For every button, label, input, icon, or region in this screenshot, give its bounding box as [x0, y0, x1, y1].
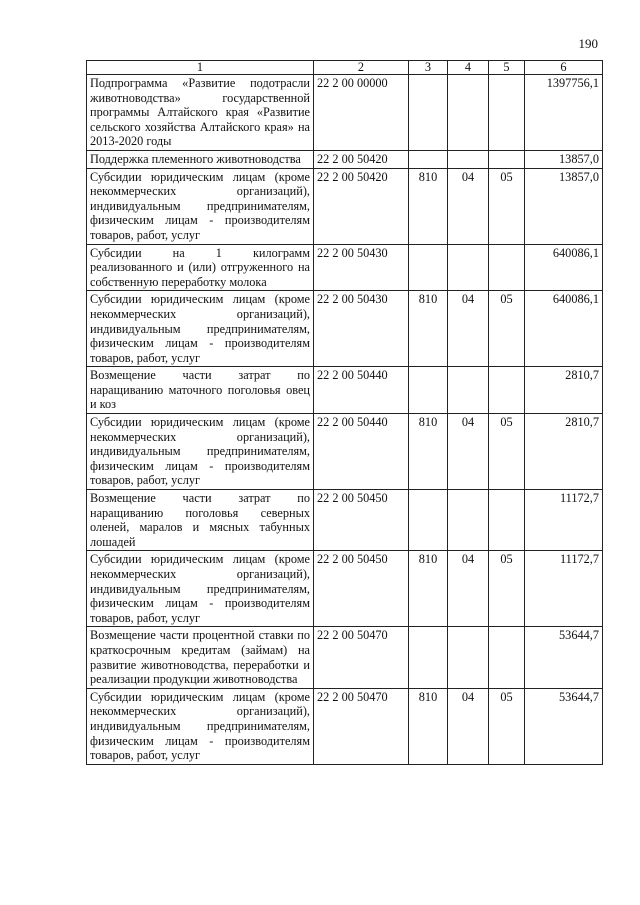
- cell-vr: [409, 367, 448, 414]
- cell-pr: 05: [489, 551, 525, 627]
- cell-code: 22 2 00 50440: [314, 367, 409, 414]
- cell-rz: [448, 75, 489, 151]
- cell-vr: [409, 150, 448, 168]
- cell-code: 22 2 00 50470: [314, 688, 409, 764]
- table-body: [87, 75, 603, 765]
- cell-name: Субсидии юридическим лицам (кроме некоммерческих организаций), индивидуальным предпринимателям, физическим лицам - производителям товаров, работ, услуг: [87, 688, 314, 764]
- header-cell-pr: 5: [489, 61, 525, 75]
- cell-amount: 53644,7: [525, 627, 603, 688]
- page-number: 190: [578, 36, 598, 51]
- table-row: [87, 414, 603, 490]
- cell-code: 22 2 00 50470: [314, 627, 409, 688]
- cell-code: 22 2 00 50430: [314, 291, 409, 367]
- cell-code: 22 2 00 50450: [314, 490, 409, 551]
- cell-code: 22 2 00 00000: [314, 75, 409, 151]
- table-row: [87, 291, 603, 367]
- table-row: [87, 627, 603, 688]
- cell-name: Возмещение части процентной ставки по краткосрочным кредитам (займам) на развитие животноводства, переработки и реализации продукции животноводства: [87, 627, 314, 688]
- cell-name: Субсидии юридическим лицам (кроме некоммерческих организаций), индивидуальным предпринимателям, физическим лицам - производителям товаров, работ, услуг: [87, 414, 314, 490]
- cell-name: Субсидии на 1 килограмм реализованного и (или) отгруженного на собственную переработку молока: [87, 244, 314, 291]
- cell-name: Субсидии юридическим лицам (кроме некоммерческих организаций), индивидуальным предпринимателям, физическим лицам - производителям товаров, работ, услуг: [87, 551, 314, 627]
- cell-amount: 13857,0: [525, 150, 603, 168]
- cell-rz: 04: [448, 168, 489, 244]
- cell-pr: [489, 367, 525, 414]
- cell-pr: [489, 490, 525, 551]
- cell-pr: [489, 75, 525, 151]
- header-cell-code: 2: [314, 61, 409, 75]
- cell-amount: 640086,1: [525, 244, 603, 291]
- cell-rz: [448, 367, 489, 414]
- cell-rz: 04: [448, 414, 489, 490]
- header-cell-amount: 6: [525, 61, 603, 75]
- cell-amount: 1397756,1: [525, 75, 603, 151]
- cell-vr: [409, 75, 448, 151]
- cell-rz: 04: [448, 688, 489, 764]
- cell-pr: 05: [489, 688, 525, 764]
- table-row: [87, 688, 603, 764]
- cell-amount: 2810,7: [525, 414, 603, 490]
- cell-rz: [448, 627, 489, 688]
- cell-pr: 05: [489, 168, 525, 244]
- cell-amount: 53644,7: [525, 688, 603, 764]
- cell-code: 22 2 00 50420: [314, 168, 409, 244]
- cell-pr: 05: [489, 291, 525, 367]
- cell-code: 22 2 00 50450: [314, 551, 409, 627]
- cell-vr: [409, 627, 448, 688]
- cell-name: Возмещение части затрат по наращиванию поголовья северных оленей, маралов и мясных табунных лошадей: [87, 490, 314, 551]
- table-row: [87, 168, 603, 244]
- cell-code: 22 2 00 50430: [314, 244, 409, 291]
- cell-vr: [409, 244, 448, 291]
- cell-name: Поддержка племенного животноводства: [87, 150, 314, 168]
- cell-rz: 04: [448, 551, 489, 627]
- cell-amount: 13857,0: [525, 168, 603, 244]
- header-row: [87, 61, 603, 75]
- cell-code: 22 2 00 50440: [314, 414, 409, 490]
- table-row: [87, 367, 603, 414]
- cell-code: 22 2 00 50420: [314, 150, 409, 168]
- cell-name: Подпрограмма «Развитие подотрасли животноводства» государственной программы Алтайского края «Развитие сельского хозяйства Алтайского края» на 2013-2020 годы: [87, 75, 314, 151]
- cell-pr: [489, 627, 525, 688]
- cell-pr: 05: [489, 414, 525, 490]
- table-row: [87, 150, 603, 168]
- header-cell-name: 1: [87, 61, 314, 75]
- cell-vr: 810: [409, 291, 448, 367]
- cell-amount: 640086,1: [525, 291, 603, 367]
- table-row: [87, 490, 603, 551]
- cell-amount: 2810,7: [525, 367, 603, 414]
- cell-vr: 810: [409, 414, 448, 490]
- cell-rz: 04: [448, 291, 489, 367]
- cell-amount: 11172,7: [525, 551, 603, 627]
- header-cell-rz: 4: [448, 61, 489, 75]
- cell-vr: 810: [409, 551, 448, 627]
- cell-rz: [448, 490, 489, 551]
- table-row: [87, 244, 603, 291]
- cell-name: Возмещение части затрат по наращиванию маточного поголовья овец и коз: [87, 367, 314, 414]
- cell-pr: [489, 150, 525, 168]
- cell-rz: [448, 150, 489, 168]
- table-row: [87, 75, 603, 151]
- cell-vr: [409, 490, 448, 551]
- header-cell-vr: 3: [409, 61, 448, 75]
- cell-name: Субсидии юридическим лицам (кроме некоммерческих организаций), индивидуальным предпринимателям, физическим лицам - производителям товаров, работ, услуг: [87, 291, 314, 367]
- cell-vr: 810: [409, 168, 448, 244]
- cell-vr: 810: [409, 688, 448, 764]
- cell-pr: [489, 244, 525, 291]
- cell-name: Субсидии юридическим лицам (кроме некоммерческих организаций), индивидуальным предпринимателям, физическим лицам - производителям товаров, работ, услуг: [87, 168, 314, 244]
- cell-amount: 11172,7: [525, 490, 603, 551]
- budget-table: [86, 60, 603, 765]
- cell-rz: [448, 244, 489, 291]
- table-row: [87, 551, 603, 627]
